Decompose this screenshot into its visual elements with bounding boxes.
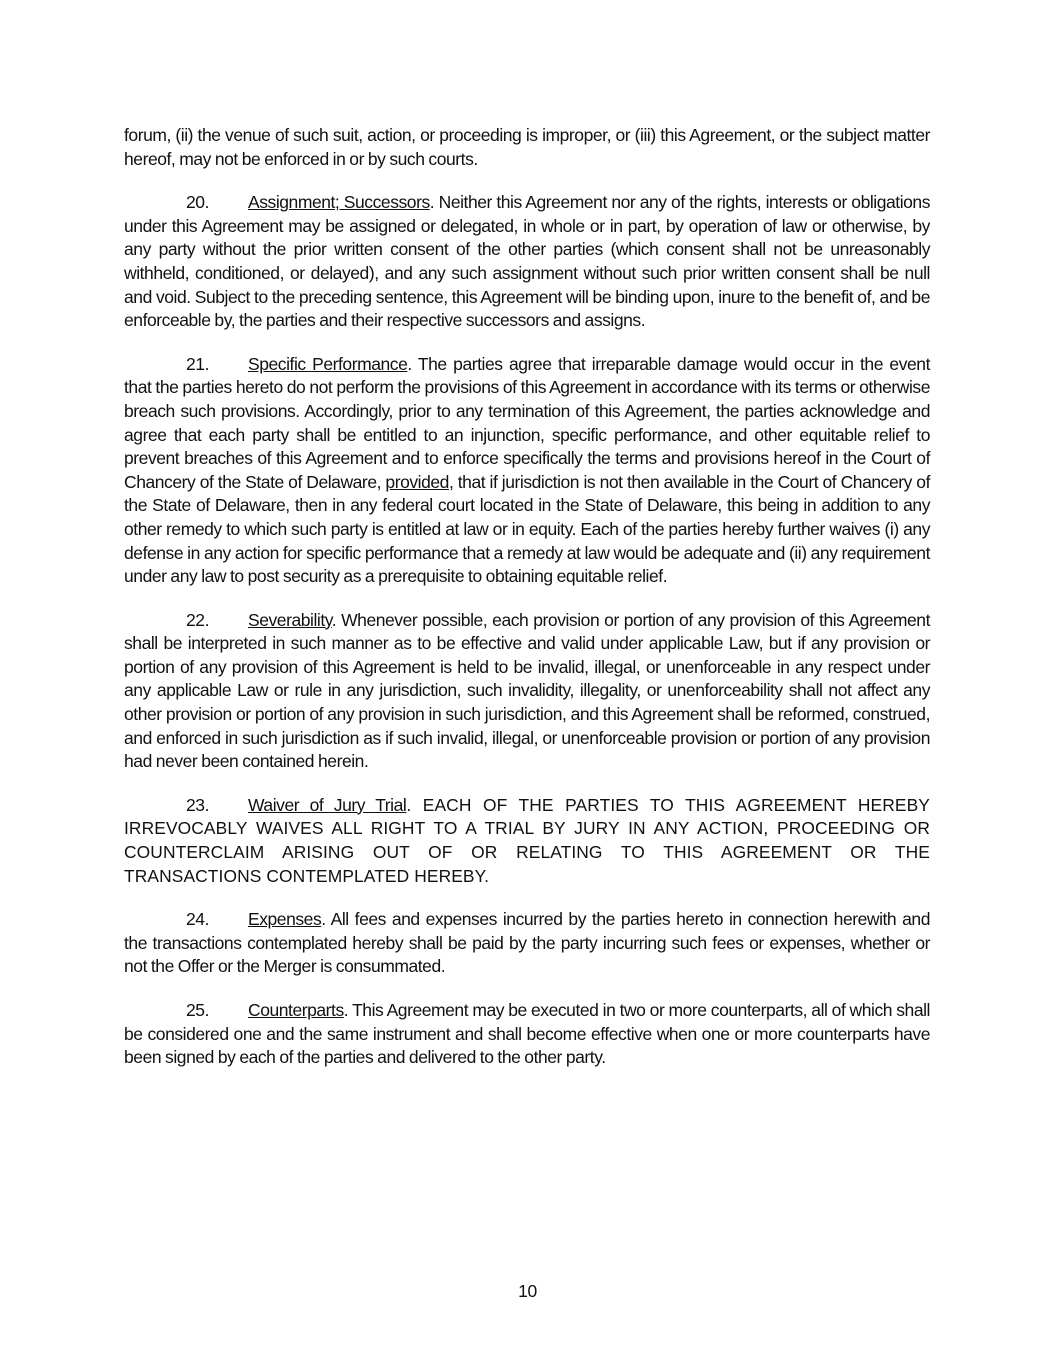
- section-body: . Neither this Agreement nor any of the rights, interests or obligations under this Agreement may be assigned or delegated, in whole or in part, by operation of law or otherwise, by any party without the prior written consent of the other parties (which consent shall not be unreasonably withheld, conditioned, or delayed), and any such assignment without such prior written consent shall be null and void. Subject to the preceding sentence, this Agreement will be binding upon, inure to the benefit of, and be enforceable by, the parties and their respective successors and assigns.: [124, 192, 931, 331]
- section-20-paragraph: [124, 191, 930, 333]
- provided-term: provided: [385, 471, 449, 492]
- section-heading: Severability: [248, 609, 332, 630]
- section-number: 25.: [186, 1000, 209, 1020]
- section-body: . This Agreement may be executed in two or more counterparts, all of which shall be considered one and the same instrument and shall become effective when one or more counterparts have been signed by each of the parties and delivered to the other party.: [124, 1000, 930, 1068]
- section-body: . Whenever possible, each provision or portion of any provision of this Agreement shall be interpreted in such manner as to be effective and valid under applicable Law, but if any provision or portion of any provision of this Agreement is held to be invalid, illegal, or unenforceable in any respect under any applicable Law or rule in any jurisdiction, such invalidity, illegality, or unenforceability shall not affect any other provision or portion of any provision in such jurisdiction, and this Agreement shall be reformed, construed, and enforced in such jurisdiction as if such invalid, illegal, or unenforceable provision or portion of any provision had never been contained herein.: [124, 609, 930, 772]
- intro-paragraph: forum, (ii) the venue of such suit, action, or proceeding is improper, or (iii) this Agreement, or the subject matter hereof, may not be enforced in or by such courts.: [124, 125, 930, 169]
- section-body: . The parties agree that irreparable damage would occur in the event that the parties hereto do not perform the provisions of this Agreement in accordance with its terms or otherwise breach such provisions. Accordingly, prior to any termination of this Agreement, the parties acknowledge and agree that each party shall be entitled to an injunction, specific performance, and other equitable relief to prevent breaches of this Agreement and to enforce specifically the terms and provisions hereof in the Court of Chancery of the State of Delaware,: [124, 353, 930, 492]
- section-24-paragraph: [124, 908, 930, 979]
- section-21-paragraph: [124, 353, 930, 589]
- section-25-paragraph: [124, 999, 930, 1070]
- section-heading: Expenses: [248, 909, 322, 930]
- section-heading: Specific Performance: [248, 353, 408, 374]
- section-body: . EACH OF THE PARTIES TO THIS AGREEMENT HEREBY IRREVOCABLY WAIVES ALL RIGHT TO A TRIAL BY JURY IN ANY ACTION, PROCEEDING OR COUNTERCLAIM ARISING OUT OF OR RELATING TO THIS AGREEMENT OR THE TRANSACTIONS CONTEMPLATED HEREBY.: [124, 794, 930, 886]
- section-number: 24.: [186, 909, 209, 930]
- section-23-paragraph: [124, 794, 930, 888]
- section-22-paragraph: [124, 609, 930, 774]
- section-number: 20.: [186, 192, 209, 213]
- section-body-continued: , that if jurisdiction is not then available in the Court of Chancery of the State of Delaware, then in any federal court located in the State of Delaware, this being in addition to any other remedy to which such party is entitled at law or in equity. Each of the parties hereby further waives (i) any defense in any action for specific performance that a remedy at law would be adequate and (ii) any requirement under any law to post security as a prerequisite to obtaining equitable relief.: [124, 471, 931, 587]
- page-number: 10: [518, 1281, 537, 1301]
- document-body: [124, 124, 930, 1090]
- section-heading: Waiver of Jury Trial: [248, 794, 407, 815]
- section-number: 22.: [186, 609, 209, 630]
- section-number: 21.: [186, 353, 209, 374]
- section-body: . All fees and expenses incurred by the parties hereto in connection herewith and the transactions contemplated hereby shall be paid by the party incurring such fees or expenses, whether or not the Offer or the Merger is consummated.: [124, 909, 930, 977]
- section-number: 23.: [186, 794, 209, 815]
- section-heading: Assignment; Successors: [248, 192, 430, 213]
- section-heading: Counterparts: [248, 1000, 344, 1020]
